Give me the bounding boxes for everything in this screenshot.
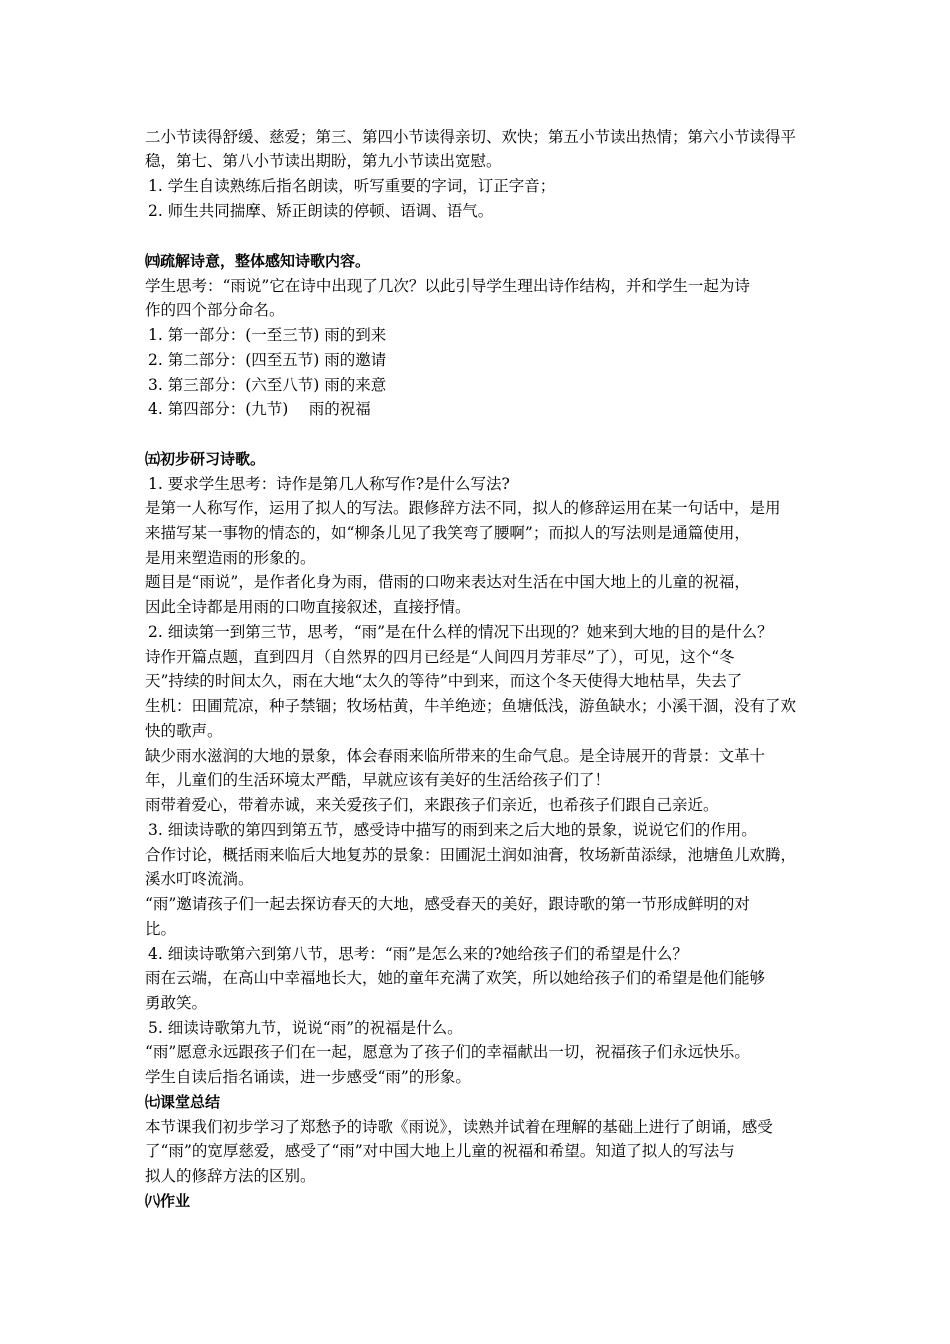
paragraph-line: 题目是“雨说”，是作者化身为雨，借雨的口吻来表达对生活在中国大地上的儿童的祝福， bbox=[145, 573, 750, 591]
paragraph-line: 比。 bbox=[145, 920, 177, 938]
paragraph-line: 溪水叮咚流淌。 bbox=[145, 870, 254, 888]
paragraph-line: 来描写某一事物的情态的，如“柳条儿见了我笑弯了腰啊”；而拟人的写法则是通篇使用， bbox=[145, 524, 750, 542]
list-item: 3. 细读诗歌的第四到第五节，感受诗中描写的雨到来之后大地的景象，说说它们的作用。 bbox=[148, 821, 757, 839]
paragraph-line: 是用来塑造雨的形象的。 bbox=[145, 549, 316, 567]
paragraph-line: 因此全诗都是用雨的口吻直接叙述，直接抒情。 bbox=[145, 598, 471, 616]
paragraph-line: 是第一人称写作，运用了拟人的写法。跟修辞方法不同，拟人的修辞运用在某一句话中，是用 bbox=[145, 499, 781, 517]
paragraph-line: 本节课我们初步学习了郑愁予的诗歌《雨说》，读熟并试着在理解的基础上进行了朗诵，感受 bbox=[145, 1118, 773, 1136]
list-item: 1. 第一部分：(一至三节) 雨的到来 bbox=[148, 326, 387, 344]
paragraph-line: 生机：田圃荒凉，种子禁锢；牧场枯黄，牛羊绝迹；鱼塘低浅，游鱼缺水；小溪干涸，没有了欢 bbox=[145, 697, 797, 715]
paragraph-line: 年，儿童们的生活环境太严酷，早就应该有美好的生活给孩子们了！ bbox=[145, 771, 611, 789]
section-heading: ㈦课堂总结 bbox=[145, 1093, 221, 1111]
paragraph-line: 雨在云端，在高山中幸福地长大，她的童年充满了欢笑，所以她给孩子们的希望是他们能够 bbox=[145, 969, 766, 987]
section-heading: ㈣疏解诗意，整体感知诗歌内容。 bbox=[145, 252, 371, 270]
paragraph-line: 缺少雨水滋润的大地的景象，体会春雨来临所带来的生命气息。是全诗展开的背景：文革十 bbox=[145, 747, 766, 765]
paragraph-line: 勇敢笑。 bbox=[145, 994, 208, 1012]
paragraph-line: “雨”邀请孩子们一起去探访春天的大地，感受春天的美好，跟诗歌的第一节形成鲜明的对 bbox=[145, 895, 750, 913]
list-item: 2. 第二部分：(四至五节) 雨的邀请 bbox=[148, 351, 387, 369]
paragraph-line: 拟人的修辞方法的区别。 bbox=[145, 1167, 316, 1185]
paragraph-line: 了“雨”的宽厚慈爱，感受了“雨”对中国大地上儿童的祝福和希望。知道了拟人的写法与 bbox=[145, 1142, 735, 1160]
paragraph-line: “雨”愿意永远跟孩子们在一起，愿意为了孩子们的幸福献出一切，祝福孩子们永远快乐。 bbox=[145, 1043, 750, 1061]
list-item: 3. 第三部分：(六至八节) 雨的来意 bbox=[148, 376, 387, 394]
paragraph-line: 合作讨论，概括雨来临后大地复苏的景象：田圃泥土润如油膏，牧场新苗添绿，池塘鱼儿欢腾， bbox=[145, 846, 797, 864]
paragraph-line: 雨带着爱心，带着赤诚，来关爱孩子们，来跟孩子们亲近，也希孩子们跟自己亲近。 bbox=[145, 796, 719, 814]
list-item: 2. 细读第一到第三节，思考，“雨”是在什么样的情况下出现的？她来到大地的目的是什么？ bbox=[148, 623, 773, 641]
section-heading: ㈧作业 bbox=[145, 1192, 191, 1210]
list-item: 2. 师生共同揣摩、矫正朗读的停顿、语调、语气。 bbox=[148, 202, 494, 220]
list-item: 1. 要求学生思考：诗作是第几人称写作?是什么写法? bbox=[148, 475, 510, 493]
paragraph-line: 快的歌声。 bbox=[145, 722, 223, 740]
list-item: 4. 细读诗歌第六到第八节，思考：“雨”是怎么来的?她给孩子们的希望是什么？ bbox=[148, 945, 688, 963]
paragraph-line: 作的四个部分命名。 bbox=[145, 301, 285, 319]
paragraph-line: 学生思考：“雨说”它在诗中出现了几次？以此引导学生理出诗作结构，并和学生一起为诗 bbox=[145, 277, 750, 295]
paragraph-line: 诗作开篇点题，直到四月（自然界的四月已经是“人间四月芳菲尽”了），可见，这个“冬 bbox=[145, 648, 735, 666]
section-heading: ㈤初步研习诗歌。 bbox=[145, 450, 266, 468]
paragraph-line: 稳，第七、第八小节读出期盼，第九小节读出宽慰。 bbox=[145, 152, 502, 170]
list-item: 5. 细读诗歌第九节，说说“雨”的祝福是什么。 bbox=[148, 1019, 463, 1037]
list-item: 1. 学生自读熟练后指名朗读，听写重要的字词，订正字音； bbox=[148, 177, 556, 195]
paragraph-line: 天”持续的时间太久，雨在大地“太久的等待”中到来，而这个冬天使得大地枯旱，失去了 bbox=[145, 672, 743, 690]
paragraph-line: 学生自读后指名诵读，进一步感受“雨”的形象。 bbox=[145, 1068, 471, 1086]
list-item: 4. 第四部分：(九节) 雨的祝福 bbox=[148, 400, 371, 418]
paragraph-line: 二小节读得舒缓、慈爱；第三、第四小节读得亲切、欢快；第五小节读出热情；第六小节读得平 bbox=[145, 128, 797, 146]
